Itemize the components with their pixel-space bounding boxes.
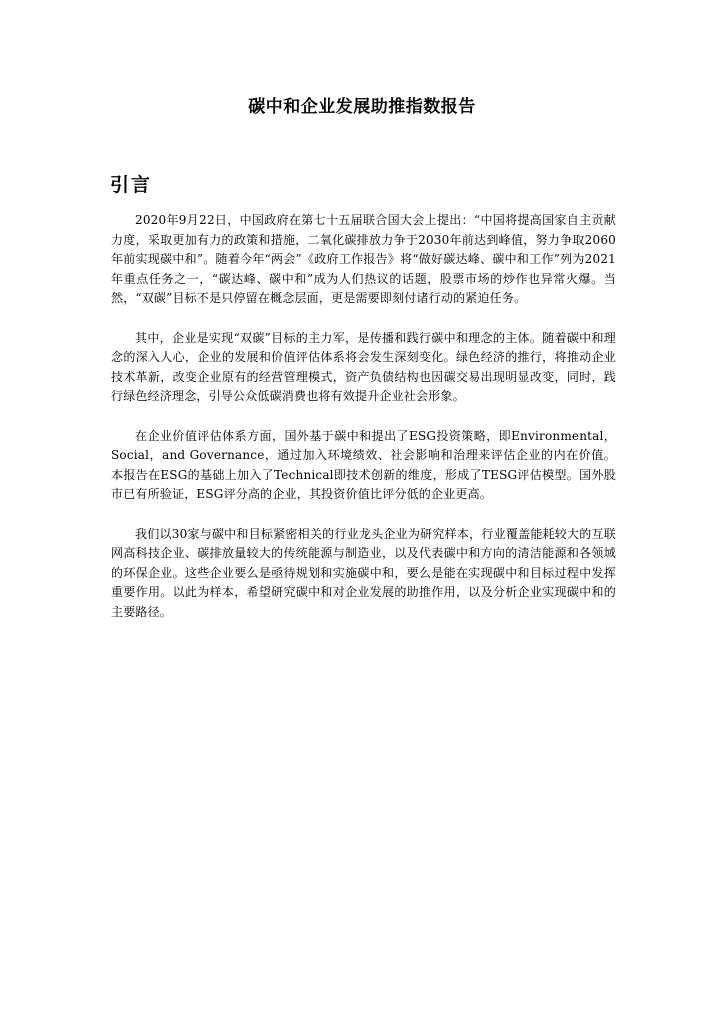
- paragraph-1: 2020年9月22日，中国政府在第七十五届联合国大会上提出：“中国将提高国家自主贡献力度，采取更加有力的政策和措施，二氧化碳排放力争于2030年前达到峰值，努力争取2060年前实现碳中和”。随着今年“两会”《政府工作报告》将“做好碳达峰、碳中和工作”列为2021年重点任务之一，“碳达峰、碳中和”成为人们热议的话题，股票市场的炒作也异常火爆。当然，“双碳”目标不是只停留在概念层面，更是需要即刻付诸行动的紧迫任务。: [111, 213, 616, 305]
- document-body: [111, 211, 616, 642]
- paragraph-4: 我们以30家与碳中和目标紧密相关的行业龙头企业为研究样本，行业覆盖能耗较大的互联网高科技企业、碳排放量较大的传统能源与制造业，以及代表碳中和方向的清洁能源和各领域的环保企业。这些企业要么是亟待规划和实施碳中和，要么是能在实现碳中和目标过程中发挥重要作用。以此为样本，希望研究碳中和对企业发展的助推作用，以及分析企业实现碳中和的主要路径。: [111, 526, 616, 619]
- paragraph-3: 在企业价值评估体系方面，国外基于碳中和提出了ESG投资策略，即Environmental，Social，and Governance，通过加入环境绩效、社会影响和治理来评估企业的内在价值。本报告在ESG的基础上加入了Technical即技术创新的维度，形成了TESG评估模型。国外股市已有所验证，ESG评分高的企业，其投资价值比评分低的企业更高。: [111, 428, 616, 501]
- section-heading: 引言: [110, 174, 153, 196]
- document-title: 碳中和企业发展助推指数报告: [248, 97, 476, 117]
- paragraph-2: 其中，企业是实现“双碳”目标的主力军，是传播和践行碳中和理念的主体。随着碳中和理念的深入人心，企业的发展和价值评估体系将会发生深刻变化。绿色经济的推行，将推动企业技术革新，改变企业原有的经营管理模式，资产负债结构也因碳交易出现明显改变，同时，践行绿色经济理念，引导公众低碳消费也将有效提升企业社会形象。: [111, 330, 616, 403]
